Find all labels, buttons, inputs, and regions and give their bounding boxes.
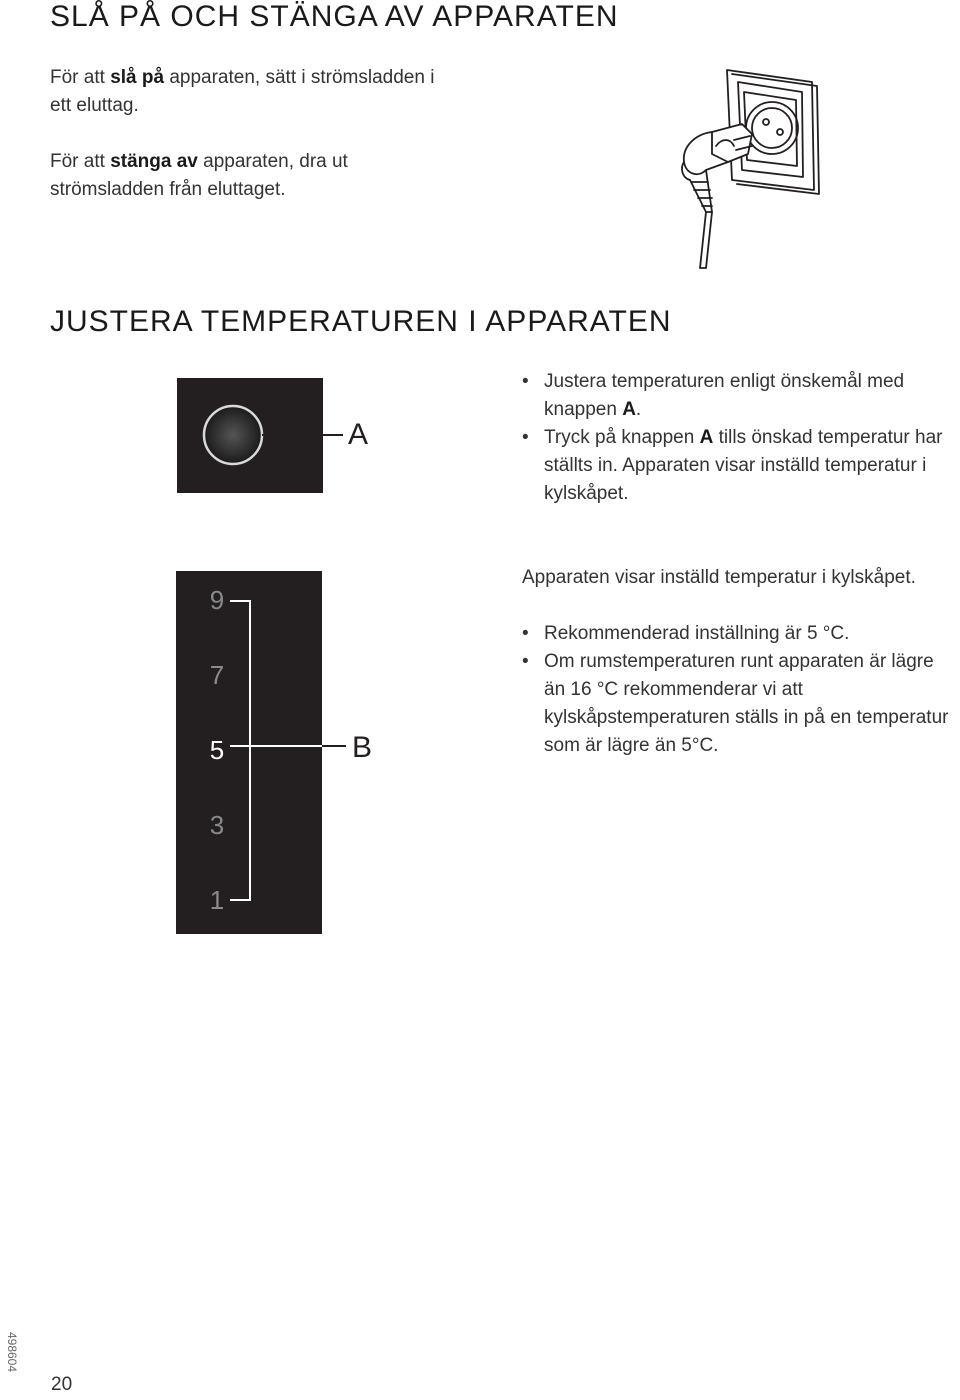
list-item: • Tryck på knappen A tills önskad temperatur har ställts in. Apparaten visar inställd temperatur i kylskåpet. [520, 424, 960, 508]
power-on-text: För att slå på apparaten, sätt i strömsladden i ett eluttag. [50, 67, 435, 116]
scale-number-5-active: 5 [209, 735, 225, 765]
temperature-display-panel [176, 571, 322, 934]
page-number: 20 [51, 1374, 73, 1395]
label-b: B [352, 731, 373, 764]
section-title-power: SLÅ PÅ OCH STÄNGA AV APPARATEN [50, 0, 619, 33]
button-a-icon [177, 378, 323, 493]
list-item: • Justera temperaturen enligt önskemål med knappen A. [520, 368, 960, 424]
list-item: • Om rumstemperaturen runt apparaten är lägre än 16 °C rekommenderar vi att kylskåpstemperaturen ställs in på en temperatur som är lägre än 5°C. [520, 648, 960, 760]
instructions-list-b [520, 620, 960, 760]
scale-number-9: 9 [209, 585, 225, 615]
scale-number-1: 1 [209, 885, 225, 915]
scale-number-7: 7 [209, 660, 225, 690]
control-panel-a [177, 378, 323, 493]
power-off-text: För att stänga av apparaten, dra ut strömsladden från eluttaget. [50, 151, 348, 200]
scale-number-3: 3 [209, 810, 225, 840]
document-id: 498604 [5, 1331, 20, 1373]
section-title-temperature: JUSTERA TEMPERATUREN I APPARATEN [50, 305, 672, 338]
label-a: A [348, 418, 369, 451]
display-intro-text: Apparaten visar inställd temperatur i kylskåpet. [522, 567, 916, 588]
plug-socket-illustration [672, 62, 822, 274]
list-item: • Rekommenderad inställning är 5 °C. [520, 620, 960, 648]
instructions-list-a [520, 368, 960, 508]
